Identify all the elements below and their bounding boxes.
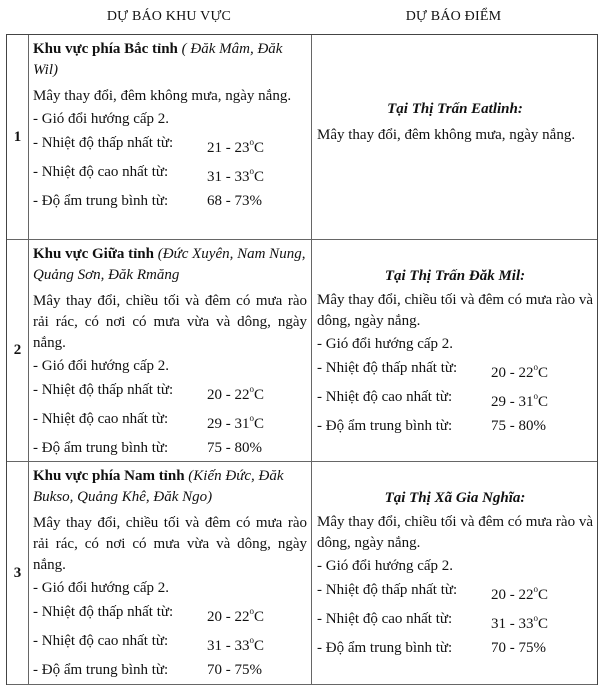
region-title	[33, 39, 307, 81]
humidity-label: - Độ ẩm trung bình từ:	[33, 440, 169, 456]
min-temp	[33, 131, 307, 160]
point-cell	[312, 462, 597, 684]
max-temp	[33, 629, 307, 658]
humidity-label: - Độ ẩm trung bình từ:	[317, 640, 453, 656]
point-description: Mây thay đổi, chiều tối và đêm có mưa rào và dông, ngày nắng.	[317, 292, 593, 329]
min-temp-label: - Nhiệt độ thấp nhất từ:	[317, 360, 458, 376]
min-temp	[33, 600, 307, 629]
min-temp-value: 20 - 22$^o$C	[207, 606, 265, 625]
humidity-value: 75 - 80%	[491, 418, 546, 434]
humidity	[33, 658, 307, 682]
region-places: (Kiến Đức, Đăk Bukso, Quảng Khê, Đăk Ngo)	[33, 468, 284, 505]
min-temp-value: 20 - 22$^o$C	[207, 384, 265, 403]
max-temp-value: 31 - 33$^o$C	[207, 166, 265, 185]
max-temp	[33, 160, 307, 189]
region-cell	[28, 35, 312, 239]
point-title: Tại Thị Trấn Đăk Mil:	[384, 268, 526, 284]
header-region: DỰ BÁO KHU VỰC	[106, 9, 232, 24]
humidity	[33, 436, 307, 460]
point-wind-text: - Gió đổi hướng cấp 2.	[317, 336, 454, 352]
point-max-temp	[317, 385, 593, 414]
max-temp-value: 29 - 31$^o$C	[491, 391, 549, 410]
point-max-temp	[317, 607, 593, 636]
humidity-value: 70 - 75%	[491, 640, 546, 656]
region-cell	[28, 240, 312, 461]
wind-text: - Gió đổi hướng cấp 2.	[33, 111, 170, 127]
point-cell	[312, 240, 597, 461]
header-point: DỰ BÁO ĐIỂM	[405, 9, 502, 24]
point-description: Mây thay đổi, đêm không mưa, ngày nắng.	[317, 127, 576, 143]
min-temp-label: - Nhiệt độ thấp nhất từ:	[33, 604, 174, 620]
max-temp-label: - Nhiệt độ cao nhất từ:	[317, 611, 453, 627]
min-temp-value: 20 - 22$^o$C	[491, 362, 549, 381]
humidity-value: 75 - 80%	[207, 440, 262, 456]
min-temp-label: - Nhiệt độ thấp nhất từ:	[33, 382, 174, 398]
point-title: Tại Thị Xã Gia Nghĩa:	[384, 490, 526, 506]
point-title: Tại Thị Trấn Eatlinh:	[387, 101, 523, 117]
region-name: Khu vực phía Nam tỉnh	[33, 468, 185, 484]
region-title	[33, 466, 307, 508]
humidity-label: - Độ ẩm trung bình từ:	[33, 193, 169, 209]
row-number: 1	[7, 35, 29, 239]
forecast-table	[6, 34, 598, 685]
min-temp-value: 21 - 23$^o$C	[207, 137, 265, 156]
region-places: (Đức Xuyên, Nam Nung, Quảng Sơn, Đăk Rmăng	[33, 246, 306, 283]
min-temp-label: - Nhiệt độ thấp nhất từ:	[33, 135, 174, 151]
region-title	[33, 244, 307, 286]
region-places: ( Đăk Mâm, Đăk Wil)	[33, 41, 283, 78]
max-temp-label: - Nhiệt độ cao nhất từ:	[317, 389, 453, 405]
point-humidity	[317, 414, 593, 438]
point-wind-text: - Gió đổi hướng cấp 2.	[317, 558, 454, 574]
max-temp-value: 29 - 31$^o$C	[207, 413, 265, 432]
max-temp-label: - Nhiệt độ cao nhất từ:	[33, 411, 169, 427]
table-row	[7, 35, 597, 240]
max-temp	[33, 407, 307, 436]
min-temp-value: 20 - 22$^o$C	[491, 584, 549, 603]
max-temp-value: 31 - 33$^o$C	[491, 613, 549, 632]
point-cell	[312, 35, 597, 239]
max-temp-value: 31 - 33$^o$C	[207, 635, 265, 654]
max-temp-label: - Nhiệt độ cao nhất từ:	[33, 164, 169, 180]
row-number: 3	[7, 462, 29, 684]
point-min-temp	[317, 578, 593, 607]
region-name: Khu vực phía Bắc tỉnh	[33, 41, 178, 57]
humidity-value: 70 - 75%	[207, 662, 262, 678]
table-row	[7, 462, 597, 685]
point-min-temp	[317, 356, 593, 385]
humidity	[33, 189, 307, 213]
min-temp-label: - Nhiệt độ thấp nhất từ:	[317, 582, 458, 598]
region-cell	[28, 462, 312, 684]
region-description: Mây thay đổi, đêm không mưa, ngày nắng.	[33, 88, 292, 104]
humidity-value: 68 - 73%	[207, 193, 262, 209]
wind-text: - Gió đổi hướng cấp 2.	[33, 358, 170, 374]
region-name: Khu vực Giữa tỉnh	[33, 246, 154, 262]
wind-text: - Gió đổi hướng cấp 2.	[33, 580, 170, 596]
max-temp-label: - Nhiệt độ cao nhất từ:	[33, 633, 169, 649]
point-humidity	[317, 636, 593, 660]
region-description: Mây thay đổi, chiều tối và đêm có mưa rào rải rác, có nơi có mưa vừa và dông, ngày nắng.	[33, 515, 307, 573]
row-number: 2	[7, 240, 29, 461]
min-temp	[33, 378, 307, 407]
point-description: Mây thay đổi, chiều tối và đêm có mưa rào và dông, ngày nắng.	[317, 514, 593, 551]
humidity-label: - Độ ẩm trung bình từ:	[33, 662, 169, 678]
table-row	[7, 240, 597, 462]
region-description: Mây thay đổi, chiều tối và đêm có mưa rào rải rác, có nơi có mưa vừa và dông, ngày nắng.	[33, 293, 307, 351]
humidity-label: - Độ ẩm trung bình từ:	[317, 418, 453, 434]
